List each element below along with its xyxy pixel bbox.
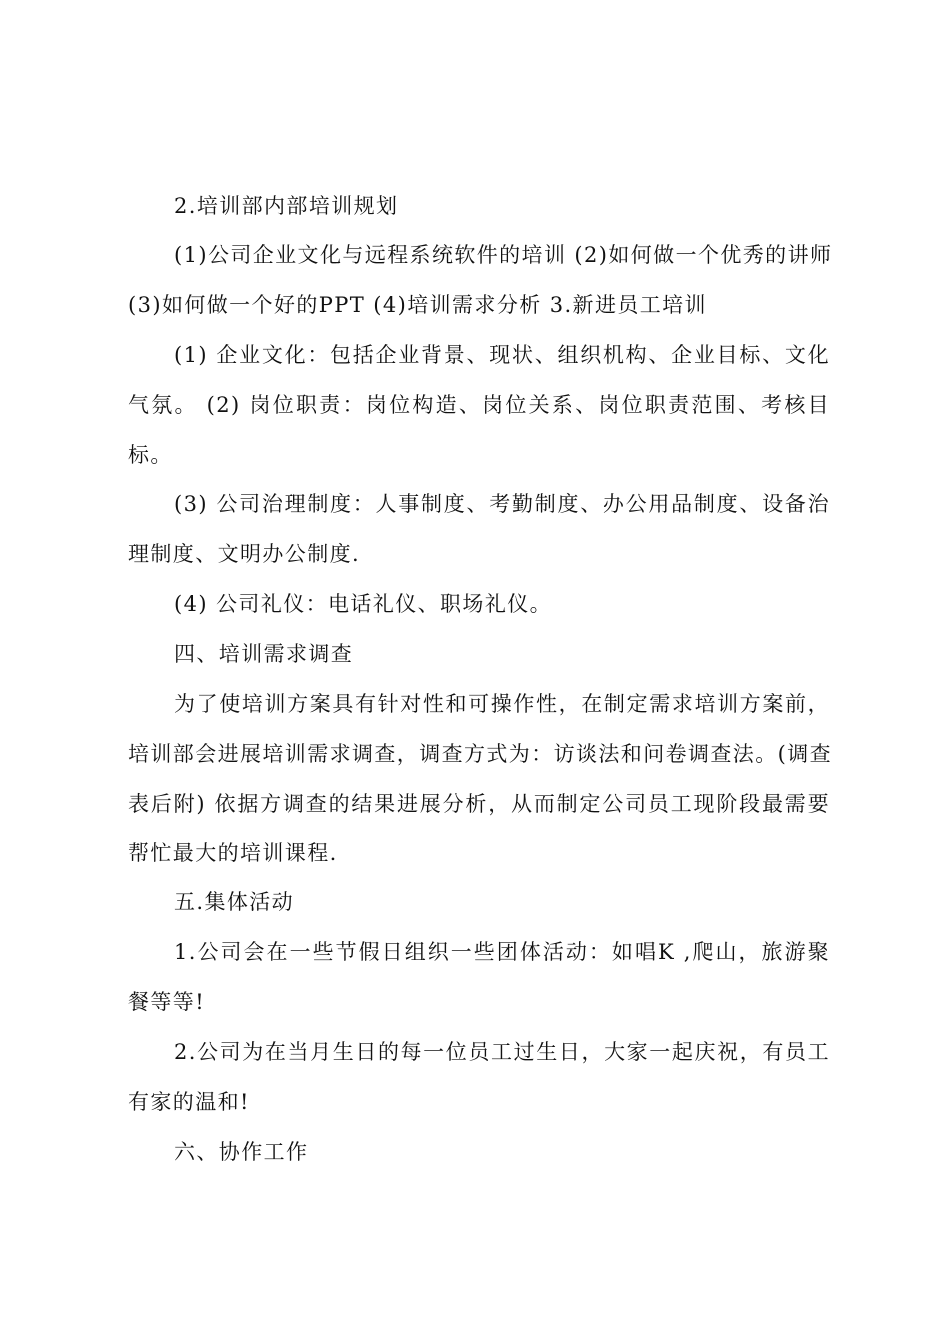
section-heading: 四、培训需求调查 bbox=[174, 642, 354, 666]
section-heading: 2.培训部内部培训规划 bbox=[174, 194, 399, 218]
paragraph-line: 帮忙最大的培训课程. bbox=[128, 841, 338, 865]
paragraph-line: 理制度、文明办公制度. bbox=[128, 542, 361, 566]
paragraph-line: (1) 企业文化：包括企业背景、现状、组织机构、企业目标、文化 bbox=[174, 343, 830, 367]
paragraph-line: 2.公司为在当月生日的每一位员工过生日，大家一起庆祝，有员工 bbox=[174, 1040, 830, 1064]
section-heading: 六、协作工作 bbox=[174, 1140, 309, 1164]
section-heading: 五.集体活动 bbox=[174, 890, 295, 914]
paragraph-line: (3) 公司治理制度：人事制度、考勤制度、办公用品制度、设备治 bbox=[174, 492, 830, 516]
paragraph-line: (3)如何做一个好的PPT (4)培训需求分析 3.新进员工培训 bbox=[128, 293, 707, 317]
paragraph-line: 气氛。 (2) 岗位职责：岗位构造、岗位关系、岗位职责范围、考核目 bbox=[128, 393, 830, 417]
paragraph-line: 餐等等! bbox=[128, 990, 206, 1014]
paragraph-line: 表后附) 依据方调查的结果进展分析，从而制定公司员工现阶段最需要 bbox=[128, 792, 830, 816]
paragraph-line: 为了使培训方案具有针对性和可操作性，在制定需求培训方案前， bbox=[174, 692, 830, 716]
paragraph-line: (1)公司企业文化与远程系统软件的培训 (2)如何做一个优秀的讲师 bbox=[174, 243, 833, 267]
paragraph-line: 有家的温和! bbox=[128, 1090, 250, 1114]
paragraph-line: 培训部会进展培训需求调查，调查方式为：访谈法和问卷调查法。(调查 bbox=[128, 742, 832, 766]
paragraph-line: 标。 bbox=[128, 443, 173, 467]
paragraph-line: 1.公司会在一些节假日组织一些团体活动：如唱K ,爬山，旅游聚 bbox=[174, 940, 830, 964]
paragraph-line: (4) 公司礼仪：电话礼仪、职场礼仪。 bbox=[174, 592, 553, 616]
